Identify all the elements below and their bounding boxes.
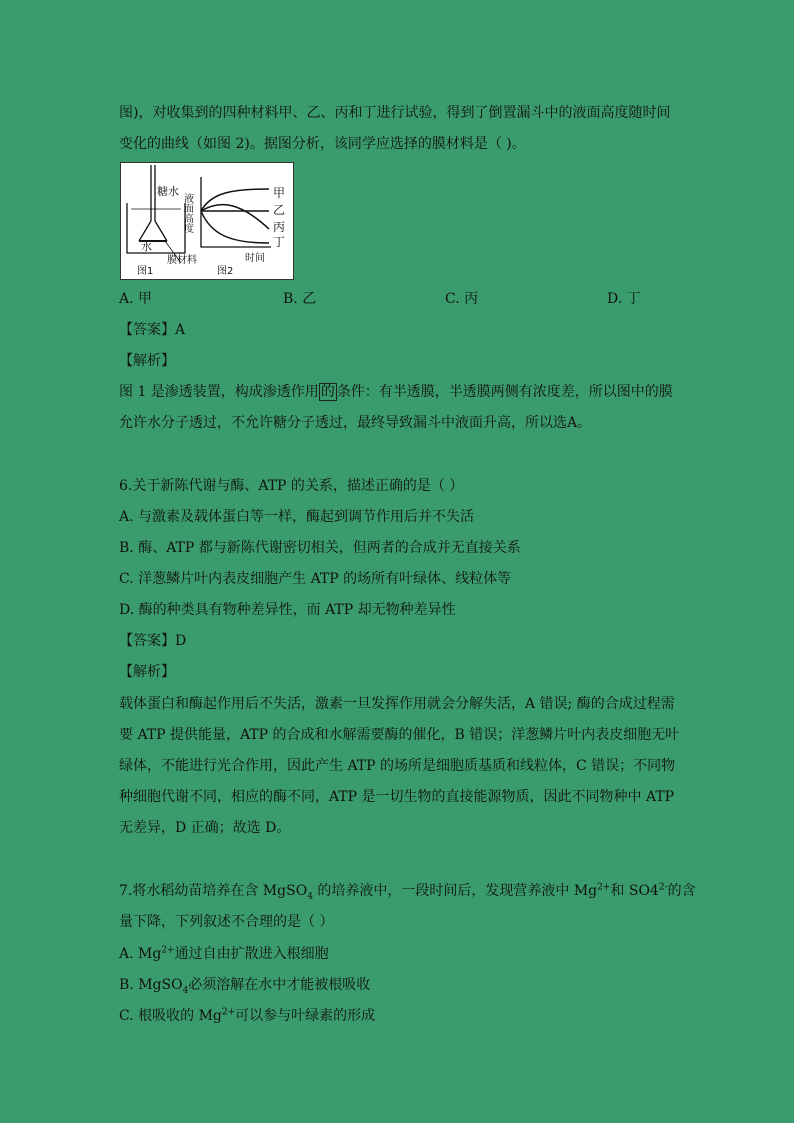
q7-option-b: B. MgSO$_4$必须溶解在水中才能被根吸收 <box>119 977 371 996</box>
q5-answer: 【答案】A <box>119 322 186 338</box>
graph-curves <box>201 189 269 243</box>
curve-label-jia: 甲 <box>273 186 286 200</box>
curve-label-ding: 丁 <box>273 235 286 249</box>
q6-analysis-line: 种细胞代谢不同，相应的酶不同，ATP 是一切生物的直接能源物质，因此不同物种中 ATP <box>119 789 675 805</box>
q7-option-c: C. 根吸收的 $Mg^{2+}$可以参与叶绿素的形成 <box>119 1007 376 1024</box>
curve-ding <box>201 211 269 243</box>
q7-stem-line1: 7.将水稻幼苗培养在含 MgSO$_4$ 的培养液中，一段时间后，发现营养液中 $Mg^{2+}$和 $SO4^{2-}$的含 <box>119 882 696 902</box>
curve-jia <box>201 189 269 211</box>
q6-answer: 【答案】D <box>119 633 187 649</box>
osmosis-figure <box>120 162 294 280</box>
fig2-caption: 图2 <box>217 266 234 277</box>
curve-label-bing: 丙 <box>273 220 286 234</box>
label-water: 水 <box>141 240 152 253</box>
beaker-apparatus <box>127 165 185 263</box>
q7-option-a: A. $Mg^{2+}$通过自由扩散进入根细胞 <box>119 945 329 962</box>
boxed-char: 的 <box>320 384 335 400</box>
q5-intro-line1: 图)，对收集到的四种材料甲、乙、丙和丁进行试验，得到了倒置漏斗中的液面高度随时间 <box>119 105 671 121</box>
label-liquid-height: 液面高度 <box>181 193 193 233</box>
q6-analysis-line: 载体蛋白和酶起作用后不失活，激素一旦发挥作用就会分解失活，A 错误; 酶的合成过程需 <box>119 696 675 712</box>
q6-analysis-line: 绿体，不能进行光合作用，因此产生 ATP 的场所是细胞质基质和线粒体，C 错误；不同物 <box>119 758 676 774</box>
q5-option-b: B. 乙 <box>283 291 317 307</box>
label-time: 时间 <box>245 253 265 264</box>
q5-intro-line2: 变化的曲线（如图 2)。据图分析，该同学应选择的膜材料是（ )。 <box>119 136 526 152</box>
q6-option-a: A. 与激素及载体蛋白等一样，酶起到调节作用后并不失活 <box>119 509 475 525</box>
osmosis-diagram <box>121 163 293 279</box>
label-sugar-water: 糖水 <box>157 185 179 198</box>
q5-option-a: A. 甲 <box>119 291 153 307</box>
curve-label-yi: 乙 <box>273 203 286 217</box>
q6-option-d: D. 酶的种类具有物种差异性，而 ATP 却无物种差异性 <box>119 602 456 618</box>
curve-bing <box>201 205 269 229</box>
q5-option-c: C. 丙 <box>445 291 479 307</box>
q6-option-b: B. 酶、ATP 都与新陈代谢密切相关，但两者的合成并无直接关系 <box>119 540 521 556</box>
q6-analysis-line: 无差异，D 正确；故选 D。 <box>119 820 291 836</box>
graph-axes <box>201 177 271 247</box>
q5-option-d: D. 丁 <box>607 291 641 307</box>
q5-analysis-line2: 允许水分子透过，不允许糖分子透过，最终导致漏斗中液面升高，所以选A。 <box>119 415 592 431</box>
fig1-caption: 图1 <box>137 266 154 277</box>
q6-option-c: C. 洋葱鳞片叶内表皮细胞产生 ATP 的场所有叶绿体、线粒体等 <box>119 571 512 587</box>
label-membrane: 膜材料 <box>167 255 197 266</box>
q6-stem: 6.关于新陈代谢与酶、ATP 的关系，描述正确的是（ ） <box>119 478 464 494</box>
q6-analysis-line: 要 ATP 提供能量，ATP 的合成和水解需要酶的催化，B 错误；洋葱鳞片叶内表皮细胞无叶 <box>119 727 680 743</box>
q5-analysis-heading: 【解析】 <box>119 353 175 369</box>
q7-stem-line2: 量下降，下列叙述不合理的是（ ） <box>119 914 334 930</box>
q5-analysis-line1: 图 1 是渗透装置，构成渗透作用 的 条件：有半透膜，半透膜两侧有浓度差，所以图中的膜 <box>119 384 673 400</box>
q6-analysis-heading: 【解析】 <box>119 664 175 680</box>
